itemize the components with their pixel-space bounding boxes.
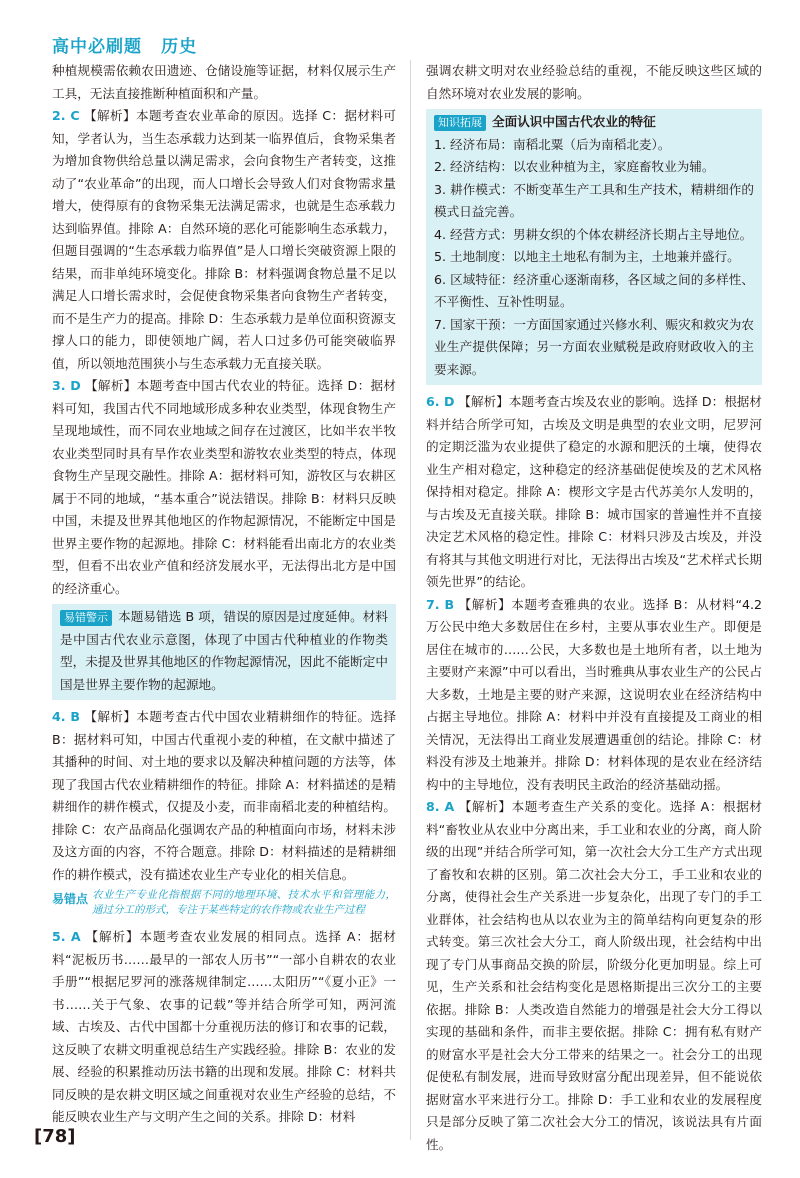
knowledge-badge: 知识拓展 <box>434 115 486 131</box>
answer-8 <box>426 796 762 1156</box>
tip-note <box>52 888 396 918</box>
column-divider <box>410 60 411 1140</box>
answer-number: 6. D <box>426 394 455 409</box>
answer-text: 【解析】本题考查雅典的农业。选择 B：从材料“4.2 万公民中绝大多数居住在乡村，主要从事农业生产。即便是居住在城市的……公民，大多数也是土地所有者，以土地为主要财产来源”中可以看出，当时雅典从事农业生产的公民占大多数，土地是主要的财产来源，这说明农业在经济结构中占据主导地位。排除 A：材料中并没有直接提及工商业的相关情况，无法得出工商业发展遭遇重创的结论。排除 C：材料没有涉及土地兼并。排除 D：材料体现的是农业在经济结构中的主导地位，没有表明民主政治的经济基础动摇。 <box>426 596 762 792</box>
answer-text: 【解析】本题考查中国古代农业的特征。选择 D：据材料可知，我国古代不同地域形成多种农业类型，体现食物生产呈现地域性，而不同农业地域之间存在过渡区，比如半农半牧农业类型同时具有旱作农业类型和游牧农业类型的特点，体现食物生产呈现交融性。排除 A：据材料可知，游牧区与农耕区属于不同的地域，“基本重合”说法错误。排除 B：材料只反映中国，未提及世界其他地区的作物起源情况，不能断定中国是世界主要作物的起源地。排除 C：材料能看出南北方的农业类型，但看不出农业产值和经济发展水平，无法得出北方是中国的经济重心。 <box>52 378 396 596</box>
answer-number: 8. A <box>426 799 455 814</box>
knowledge-item: 4. 经营方式：男耕女织的个体农耕经济长期占主导地位。 <box>434 226 753 242</box>
knowledge-item: 5. 土地制度：以地主土地私有制为主，土地兼并盛行。 <box>434 249 740 264</box>
right-column <box>426 60 762 1156</box>
subject-title: 历史 <box>161 37 198 57</box>
tip-text: 农业生产专业化指根据不同的地理环境、技术水平和管理能力，通过分工的形式，专注于某些特定的农作物或农业生产过程 <box>92 889 396 916</box>
answer-text: 【解析】本题考查农业发展的相同点。选择 A：据材料“泥板历书……最早的一部农人历书”“一部小自耕农的农业手册”“根据尼罗河的涨落规律制定……太阳历”“《夏小正》一书……关于气象、农事的记载”等并结合所学可知，两河流域、古埃及、古代中国都十分重视历法的修订和农事的记载，这反映了农耕文明重视总结生产实践经验。排除 B：农业的发展、经验的积累推动历法书籍的出现和发展。排除 C：材料共同反映的是农耕文明区域之间重视对农业生产经验的总结，不能反映农业生产与文明产生之间的关系。排除 D：材料 <box>52 929 396 1124</box>
warning-box <box>52 604 396 700</box>
answer-number: 4. B <box>52 709 80 724</box>
warning-badge: 易错警示 <box>60 610 112 626</box>
answer-text: 【解析】本题考查农业革命的原因。选择 C：据材料可知，学者认为，当生态承载力达到某一临界值后，食物采集者为增加食物供给总量以满足需求，会向食物生产者转变，这推动了“农业革命”的出现，而人口增长会导致人们对食物需求量增大，使得原有的食物采集无法满足需求，也就是生态承载力达到临界值。排除 A：自然环境的恶化可能影响生态承载力，但题目强调的“生态承载力临界值”是人口增长突破资源上限的结果，而非单纯环境变化。排除 B：材料强调食物总量不足以满足人口增长需求时，会促使食物采集者向食物生产者转变，而不是生产力的提高。排除 D：生态承载力是单位面积资源支撑人口的能力，即使领地广阔，若人口过多仍可能突破临界值，所以领地范围狭小与生态承载力无直接关联。 <box>52 108 396 371</box>
knowledge-header <box>434 111 754 134</box>
answer-2 <box>52 105 396 375</box>
book-title: 高中必刷题 <box>52 37 142 57</box>
answer-4 <box>52 706 396 886</box>
answer-text: 【解析】本题考查古埃及农业的影响。选择 D：根据材料并结合所学可知，古埃及文明是典型的农业文明，尼罗河的定期泛滥为农业提供了稳定的水源和肥沃的土壤，使得农业生产相对稳定，这种稳定的经济基础促使埃及的艺术风格保持相对稳定。排除 A：楔形文字是古代苏美尔人发明的，与古埃及无直接关联。排除 B：城市国家的普遍性并不直接决定艺术风格的稳定性。排除 C：材料只涉及古埃及，并没有将其与其他文明进行对比，无法得出古埃及“艺术样式长期领先世界”的结论。 <box>426 394 763 589</box>
answer-number: 3. D <box>52 378 81 393</box>
tip-label: 易错点 <box>52 892 89 906</box>
answer-3 <box>52 375 396 600</box>
answer-text: 【解析】本题考查生产关系的变化。选择 A：根据材料“畜牧业从农业中分离出来，手工业和农业的分离，商人阶级的出现”并结合所学可知，第一次社会大分工生产方式出现了畜牧和农耕的区别。第二次社会大分工，手工业和农业的分离，使得社会生产关系进一步复杂化，出现了专门的手工业群体，社会结构也从以农业为主的简单结构向更复杂的形式转变。第三次社会大分工，商人阶级出现，社会结构中出现了专门从事商品交换的阶层，阶级分化更加明显。综上可见，生产关系和社会结构变化是恩格斯提出三次分工的主要依据。排除 B：人类改造自然能力的增强是社会大分工得以实现的基础和条件，而非主要依据。排除 C：拥有私有财产的财富水平是社会大分工带来的结果之一。社会分工的出现促使私有制发展，进而导致财富分配出现差异，但不能说依据财富水平来进行分工。排除 D：手工业和农业的发展程度只是部分反映了第二次社会大分工的情况，该说法具有片面性。 <box>426 799 762 1152</box>
answer-number: 2. C <box>52 108 80 123</box>
answer-5 <box>52 926 396 1129</box>
knowledge-item: 3. 耕作模式：不断变革生产工具和生产技术，精耕细作的模式日益完善。 <box>434 181 754 219</box>
answer-6 <box>426 391 762 594</box>
knowledge-item: 7. 国家干预：一方面国家通过兴修水利、赈灾和救灾为农业生产提供保障；另一方面农业赋税是政府财政收入的主要来源。 <box>434 316 754 377</box>
intro-paragraph: 种植规模需依赖农田遗迹、仓储设施等证据，材料仅展示生产工具，无法直接推断种植面积和产量。 <box>52 63 396 101</box>
knowledge-box <box>426 109 762 385</box>
page-header <box>52 32 197 57</box>
warning-text: 本题易错选 B 项，错误的原因是过度延伸。材料是中国古代农业示意图，体现了中国古代种植业的作物类型，未提及世界其他地区的作物起源情况，因此不能断定中国是世界主要作物的起源地。 <box>60 609 388 692</box>
knowledge-item: 2. 经济结构：以农业种植为主，家庭畜牧业为辅。 <box>434 159 715 174</box>
answer-text: 【解析】本题考查古代中国农业精耕细作的特征。选择 B：据材料可知，中国古代重视小麦的种植，在文献中描述了其播种的时间、对土地的要求以及解决种植问题的方法等，体现了我国古代农业精耕细作的特征。排除 A：材料描述的是精耕细作的耕作模式，仅提及小麦，而非南稻北麦的种植结构。排除 C：农产品商品化强调农产品的种植面向市场，材料未涉及这方面的内容，不符合题意。排除 D：材料描述的是精耕细作的耕作模式，没有描述农业生产专业化的相关信息。 <box>52 709 397 882</box>
answer-7 <box>426 594 762 797</box>
page-number-value: 78 <box>42 1126 68 1147</box>
answer-number: 5. A <box>52 929 81 944</box>
page-number: [78] <box>34 1126 76 1147</box>
knowledge-title: 全面认识中国古代农业的特征 <box>492 114 656 129</box>
continued-paragraph: 强调农耕文明对农业经验总结的重视，不能反映这些区域的自然环境对农业发展的影响。 <box>426 63 762 101</box>
knowledge-item: 1. 经济布局：南稻北粟（后为南稻北麦）。 <box>434 136 671 152</box>
answer-number: 7. B <box>426 596 455 612</box>
left-column <box>52 60 396 1129</box>
knowledge-item: 6. 区域特征：经济重心逐渐南移，各区域之间的多样性、不平衡性、互补性明显。 <box>434 271 754 309</box>
